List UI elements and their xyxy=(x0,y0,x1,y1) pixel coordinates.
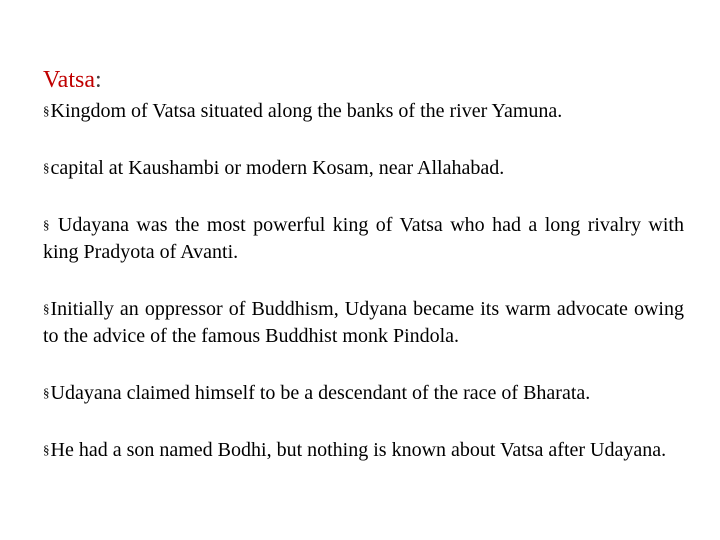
title-colon: : xyxy=(94,67,102,93)
bullet-text: Kingdom of Vatsa situated along the banks of the river Yamuna. xyxy=(50,100,563,122)
bullet-text: capital at Kaushambi or modern Kosam, near Allahabad. xyxy=(50,157,505,179)
bullet-item xyxy=(43,436,684,464)
bullet-marker-icon: § xyxy=(43,301,50,316)
bullet-marker-icon: § xyxy=(43,385,50,400)
bullet-item xyxy=(43,295,684,350)
bullet-marker-icon: § xyxy=(43,442,50,457)
slide-title xyxy=(43,64,102,96)
bullet-item xyxy=(43,97,684,125)
bullet-text: Initially an oppressor of Buddhism, Udyana became its warm advocate owing to the advice of the famous Buddhist monk Pindola. xyxy=(43,298,684,347)
bullet-text: Udayana claimed himself to be a descendant of the race of Bharata. xyxy=(50,382,591,404)
bullet-item xyxy=(43,379,684,407)
bullet-text: He had a son named Bodhi, but nothing is known about Vatsa after Udayana. xyxy=(50,439,667,461)
bullet-list xyxy=(43,97,684,464)
bullet-marker-icon: § xyxy=(43,217,50,232)
bullet-item xyxy=(43,211,684,266)
bullet-marker-icon: § xyxy=(43,103,50,118)
bullet-marker-icon: § xyxy=(43,160,50,175)
bullet-item xyxy=(43,154,684,182)
title-text: Vatsa xyxy=(43,67,95,93)
bullet-text: Udayana was the most powerful king of Vatsa who had a long rivalry with king Pradyota of Avanti. xyxy=(43,214,684,263)
